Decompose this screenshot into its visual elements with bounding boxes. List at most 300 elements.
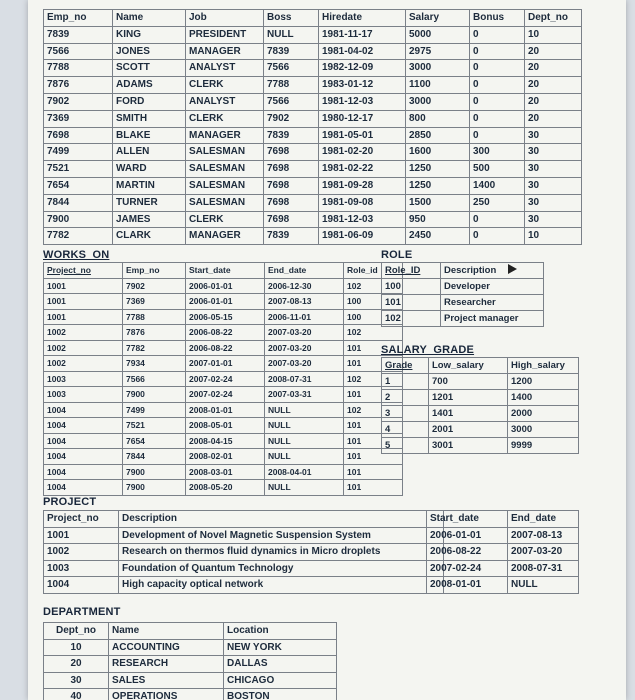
table-cell: 2006-12-30 xyxy=(265,278,344,294)
table-cell: 102 xyxy=(382,311,441,327)
table-cell: 3001 xyxy=(429,438,508,454)
table-cell: 7839 xyxy=(264,127,319,144)
table-cell: 7902 xyxy=(264,110,319,127)
table-cell: 1004 xyxy=(44,433,123,449)
table-cell: ACCOUNTING xyxy=(109,639,224,656)
table-row xyxy=(44,480,403,496)
table-row xyxy=(44,278,403,294)
column-header: Role_ID xyxy=(382,263,441,279)
table-cell: 40 xyxy=(44,689,109,700)
table-cell: NULL xyxy=(265,418,344,434)
table-row xyxy=(382,406,579,422)
table-row xyxy=(44,294,403,310)
table-row xyxy=(44,177,582,194)
column-header: Description xyxy=(441,263,544,279)
table-cell: 1600 xyxy=(406,144,470,161)
table-cell: 101 xyxy=(382,295,441,311)
table-cell: 9999 xyxy=(508,438,579,454)
table-cell: 0 xyxy=(470,211,525,228)
table-cell: 7934 xyxy=(123,356,186,372)
table-cell: 700 xyxy=(429,374,508,390)
table-cell: 0 xyxy=(470,110,525,127)
table-cell: 2006-11-01 xyxy=(265,309,344,325)
table-cell: WARD xyxy=(113,161,186,178)
table-cell: CHICAGO xyxy=(224,672,337,689)
table-cell: BLAKE xyxy=(113,127,186,144)
table-cell: 2008-04-01 xyxy=(265,464,344,480)
table-cell: 1003 xyxy=(44,387,123,403)
column-header: Emp_no xyxy=(123,263,186,279)
table-cell: 2008-05-01 xyxy=(186,418,265,434)
table-cell: 101 xyxy=(344,340,403,356)
column-header: Project_no xyxy=(44,263,123,279)
table-cell: 2008-03-01 xyxy=(186,464,265,480)
table-cell: TURNER xyxy=(113,194,186,211)
table-cell: 2 xyxy=(382,390,429,406)
table-cell: 20 xyxy=(525,60,582,77)
table-cell: MANAGER xyxy=(186,228,264,245)
table-cell: 7788 xyxy=(123,309,186,325)
table-cell: 950 xyxy=(406,211,470,228)
table-row xyxy=(382,390,579,406)
column-header: Name xyxy=(109,623,224,640)
table-cell: 0 xyxy=(470,60,525,77)
table-cell: 1981-04-02 xyxy=(319,43,406,60)
table-row xyxy=(44,228,582,245)
table-row xyxy=(44,639,337,656)
table-row xyxy=(44,144,582,161)
role-table xyxy=(381,262,544,327)
table-cell: 0 xyxy=(470,93,525,110)
table-cell: 2008-04-15 xyxy=(186,433,265,449)
table-cell: 7788 xyxy=(264,77,319,94)
project-dates-table xyxy=(426,510,579,594)
table-cell: 250 xyxy=(470,194,525,211)
table-cell: 2007-08-13 xyxy=(508,527,579,544)
table-header-row xyxy=(44,263,403,279)
column-header: Emp_no xyxy=(44,10,113,27)
table-cell: MARTIN xyxy=(113,177,186,194)
table-cell: 1201 xyxy=(429,390,508,406)
table-cell: 1001 xyxy=(44,527,119,544)
table-cell: NULL xyxy=(508,577,579,594)
column-header: Grade xyxy=(382,358,429,374)
table-row xyxy=(44,43,582,60)
table-row xyxy=(44,656,337,673)
table-cell: ALLEN xyxy=(113,144,186,161)
table-row xyxy=(382,374,579,390)
table-cell: 7654 xyxy=(44,177,113,194)
table-cell: 300 xyxy=(470,144,525,161)
table-cell: 7521 xyxy=(44,161,113,178)
table-cell: PRESIDENT xyxy=(186,26,264,43)
table-cell: 101 xyxy=(344,480,403,496)
table-cell: 7698 xyxy=(264,194,319,211)
table-cell: 7782 xyxy=(44,228,113,245)
table-cell: NULL xyxy=(264,26,319,43)
table-cell: Development of Novel Magnetic Suspension System xyxy=(119,527,444,544)
table-row xyxy=(44,387,403,403)
table-cell: NULL xyxy=(265,480,344,496)
column-header: Name xyxy=(113,10,186,27)
column-header: Hiredate xyxy=(319,10,406,27)
table-cell: Project manager xyxy=(441,311,544,327)
works-on-title: WORKS_ON xyxy=(43,249,110,261)
column-header: Start_date xyxy=(427,511,508,528)
table-cell: 1002 xyxy=(44,325,123,341)
table-cell: 1100 xyxy=(406,77,470,94)
table-row xyxy=(427,527,579,544)
table-cell: 30 xyxy=(44,672,109,689)
table-row xyxy=(44,544,444,561)
table-cell: 5000 xyxy=(406,26,470,43)
table-cell: 2006-08-22 xyxy=(186,325,265,341)
table-cell: 7900 xyxy=(123,480,186,496)
table-cell: 1004 xyxy=(44,449,123,465)
table-cell: NULL xyxy=(265,449,344,465)
table-cell: 1004 xyxy=(44,418,123,434)
table-cell: 20 xyxy=(525,93,582,110)
table-row xyxy=(44,77,582,94)
table-row xyxy=(382,279,544,295)
table-cell: SALESMAN xyxy=(186,177,264,194)
table-cell: 2001 xyxy=(429,422,508,438)
table-row xyxy=(382,422,579,438)
table-cell: NEW YORK xyxy=(224,639,337,656)
table-cell: 7902 xyxy=(123,278,186,294)
table-cell: 20 xyxy=(525,77,582,94)
table-cell: 101 xyxy=(344,449,403,465)
table-cell: 20 xyxy=(525,110,582,127)
table-cell: NULL xyxy=(265,402,344,418)
table-cell: Research on thermos fluid dynamics in Micro droplets xyxy=(119,544,444,561)
table-cell: 0 xyxy=(470,77,525,94)
table-cell: 102 xyxy=(344,278,403,294)
table-row xyxy=(44,26,582,43)
table-cell: CLERK xyxy=(186,110,264,127)
works-on-table-block xyxy=(43,262,403,496)
table-cell: 1002 xyxy=(44,544,119,561)
table-cell: DALLAS xyxy=(224,656,337,673)
table-row xyxy=(382,311,544,327)
table-cell: 0 xyxy=(470,228,525,245)
table-cell: 10 xyxy=(525,228,582,245)
table-cell: 1981-09-28 xyxy=(319,177,406,194)
table-cell: 101 xyxy=(344,356,403,372)
table-cell: NULL xyxy=(265,433,344,449)
table-cell: CLERK xyxy=(186,211,264,228)
table-cell: MANAGER xyxy=(186,127,264,144)
table-row xyxy=(44,325,403,341)
table-cell: SALESMAN xyxy=(186,161,264,178)
table-cell: 30 xyxy=(525,194,582,211)
salary-grade-table xyxy=(381,357,579,454)
table-cell: 2006-01-01 xyxy=(186,278,265,294)
table-row xyxy=(44,418,403,434)
table-cell: 100 xyxy=(382,279,441,295)
table-cell: 2006-05-15 xyxy=(186,309,265,325)
table-cell: 2006-01-01 xyxy=(427,527,508,544)
table-row xyxy=(44,60,582,77)
column-header: Boss xyxy=(264,10,319,27)
column-header: Role_id xyxy=(344,263,403,279)
emp-table-block xyxy=(43,9,582,245)
table-row xyxy=(427,577,579,594)
table-cell: 7566 xyxy=(264,93,319,110)
table-header-row xyxy=(44,10,582,27)
table-row xyxy=(44,527,444,544)
table-cell: BOSTON xyxy=(224,689,337,700)
table-cell: 101 xyxy=(344,418,403,434)
table-cell: 2006-08-22 xyxy=(186,340,265,356)
table-header-row xyxy=(44,623,337,640)
table-cell: 7782 xyxy=(123,340,186,356)
table-cell: Researcher xyxy=(441,295,544,311)
column-header: Low_salary xyxy=(429,358,508,374)
table-cell: High capacity optical network xyxy=(119,577,444,594)
table-cell: 1983-01-12 xyxy=(319,77,406,94)
table-cell: 7900 xyxy=(123,387,186,403)
table-cell: 1002 xyxy=(44,356,123,372)
table-cell: 2007-03-20 xyxy=(508,544,579,561)
table-row xyxy=(44,402,403,418)
table-cell: 1 xyxy=(382,374,429,390)
table-cell: 1004 xyxy=(44,480,123,496)
table-cell: JONES xyxy=(113,43,186,60)
table-cell: 1003 xyxy=(44,371,123,387)
table-cell: 1004 xyxy=(44,402,123,418)
table-cell: 2007-01-01 xyxy=(186,356,265,372)
emp-table xyxy=(43,9,582,245)
table-cell: 1003 xyxy=(44,560,119,577)
table-cell: 1004 xyxy=(44,577,119,594)
table-cell: 7566 xyxy=(264,60,319,77)
table-cell: 2008-05-20 xyxy=(186,480,265,496)
table-cell: 1001 xyxy=(44,309,123,325)
table-cell: 7788 xyxy=(44,60,113,77)
table-cell: CLARK xyxy=(113,228,186,245)
column-header: Dept_no xyxy=(525,10,582,27)
table-cell: 2008-07-31 xyxy=(508,560,579,577)
table-cell: 30 xyxy=(525,177,582,194)
project-dates-block xyxy=(426,510,579,594)
table-cell: ANALYST xyxy=(186,60,264,77)
table-cell: 1981-09-08 xyxy=(319,194,406,211)
table-row xyxy=(44,110,582,127)
table-row xyxy=(44,672,337,689)
table-cell: 2975 xyxy=(406,43,470,60)
column-header: Job xyxy=(186,10,264,27)
table-cell: MANAGER xyxy=(186,43,264,60)
table-cell: 20 xyxy=(525,43,582,60)
table-cell: SALES xyxy=(109,672,224,689)
table-cell: 102 xyxy=(344,402,403,418)
department-title: DEPARTMENT xyxy=(43,606,121,618)
table-cell: 10 xyxy=(44,639,109,656)
table-cell: 1400 xyxy=(470,177,525,194)
department-table xyxy=(43,622,337,700)
table-cell: 7698 xyxy=(44,127,113,144)
table-cell: RESEARCH xyxy=(109,656,224,673)
table-cell: 3000 xyxy=(508,422,579,438)
table-cell: 2006-01-01 xyxy=(186,294,265,310)
table-cell: 30 xyxy=(525,211,582,228)
table-cell: 1004 xyxy=(44,464,123,480)
table-cell: 100 xyxy=(344,294,403,310)
table-cell: OPERATIONS xyxy=(109,689,224,700)
table-cell: CLERK xyxy=(186,77,264,94)
table-cell: 1982-12-09 xyxy=(319,60,406,77)
table-row xyxy=(427,544,579,561)
table-cell: 7839 xyxy=(264,43,319,60)
table-cell: 2008-01-01 xyxy=(186,402,265,418)
table-cell: 1981-11-17 xyxy=(319,26,406,43)
table-cell: 7876 xyxy=(44,77,113,94)
table-cell: 1980-12-17 xyxy=(319,110,406,127)
table-row xyxy=(44,127,582,144)
table-cell: 3000 xyxy=(406,93,470,110)
table-cell: 2007-03-20 xyxy=(265,356,344,372)
table-cell: 500 xyxy=(470,161,525,178)
salary-grade-table-block xyxy=(381,357,579,454)
table-cell: 1500 xyxy=(406,194,470,211)
column-header: Bonus xyxy=(470,10,525,27)
table-cell: SCOTT xyxy=(113,60,186,77)
table-cell: 1002 xyxy=(44,340,123,356)
table-cell: 7839 xyxy=(264,228,319,245)
table-header-row xyxy=(427,511,579,528)
table-header-row xyxy=(382,358,579,374)
table-cell: 7839 xyxy=(44,26,113,43)
table-cell: 100 xyxy=(344,309,403,325)
table-cell: 7844 xyxy=(123,449,186,465)
table-cell: 30 xyxy=(525,161,582,178)
table-cell: 3000 xyxy=(406,60,470,77)
table-cell: 2007-02-24 xyxy=(186,387,265,403)
table-cell: 102 xyxy=(344,371,403,387)
table-cell: 7902 xyxy=(44,93,113,110)
table-cell: 0 xyxy=(470,127,525,144)
table-cell: 2007-03-20 xyxy=(265,340,344,356)
table-cell: 7566 xyxy=(123,371,186,387)
table-cell: 2007-03-20 xyxy=(265,325,344,341)
table-cell: 7566 xyxy=(44,43,113,60)
table-row xyxy=(44,560,444,577)
table-cell: 800 xyxy=(406,110,470,127)
table-row xyxy=(382,438,579,454)
table-cell: 1200 xyxy=(508,374,579,390)
column-header: High_salary xyxy=(508,358,579,374)
table-row xyxy=(44,689,337,700)
table-cell: 2008-02-01 xyxy=(186,449,265,465)
table-cell: 1400 xyxy=(508,390,579,406)
table-cell: 1250 xyxy=(406,177,470,194)
table-row xyxy=(382,295,544,311)
column-header: Location xyxy=(224,623,337,640)
table-cell: 20 xyxy=(44,656,109,673)
table-cell: 2007-03-31 xyxy=(265,387,344,403)
table-cell: 2008-07-31 xyxy=(265,371,344,387)
table-cell: 2006-08-22 xyxy=(427,544,508,561)
table-cell: 2007-02-24 xyxy=(427,560,508,577)
table-header-row xyxy=(382,263,544,279)
table-cell: 0 xyxy=(470,26,525,43)
table-row xyxy=(427,560,579,577)
table-cell: ANALYST xyxy=(186,93,264,110)
table-cell: 1401 xyxy=(429,406,508,422)
table-row xyxy=(44,194,582,211)
table-row xyxy=(44,577,444,594)
table-cell: 4 xyxy=(382,422,429,438)
table-cell: 2850 xyxy=(406,127,470,144)
document-page xyxy=(28,0,626,700)
table-cell: 7698 xyxy=(264,144,319,161)
table-cell: 1001 xyxy=(44,278,123,294)
table-cell: Foundation of Quantum Technology xyxy=(119,560,444,577)
table-cell: 101 xyxy=(344,464,403,480)
table-cell: 0 xyxy=(470,43,525,60)
table-cell: 1001 xyxy=(44,294,123,310)
table-cell: 7369 xyxy=(44,110,113,127)
table-cell: 10 xyxy=(525,26,582,43)
works-on-table xyxy=(43,262,403,496)
role-table-block xyxy=(381,262,544,327)
table-header-row xyxy=(44,511,444,528)
table-cell: 7521 xyxy=(123,418,186,434)
table-cell: 7698 xyxy=(264,211,319,228)
table-cell: 7900 xyxy=(44,211,113,228)
table-cell: JAMES xyxy=(113,211,186,228)
table-cell: 1981-02-20 xyxy=(319,144,406,161)
table-cell: 2450 xyxy=(406,228,470,245)
table-row xyxy=(44,309,403,325)
table-cell: 1981-12-03 xyxy=(319,93,406,110)
table-cell: 2007-02-24 xyxy=(186,371,265,387)
table-row xyxy=(44,161,582,178)
table-cell: 2007-08-13 xyxy=(265,294,344,310)
table-cell: 7499 xyxy=(123,402,186,418)
project-table-block xyxy=(43,510,444,594)
table-cell: SALESMAN xyxy=(186,194,264,211)
table-cell: FORD xyxy=(113,93,186,110)
table-row xyxy=(44,356,403,372)
mouse-cursor-icon xyxy=(508,264,517,274)
table-row xyxy=(44,433,403,449)
table-cell: SMITH xyxy=(113,110,186,127)
column-header: Project_no xyxy=(44,511,119,528)
column-header: Description xyxy=(119,511,444,528)
table-cell: 7698 xyxy=(264,177,319,194)
table-row xyxy=(44,449,403,465)
table-cell: 101 xyxy=(344,433,403,449)
column-header: Start_date xyxy=(186,263,265,279)
table-row xyxy=(44,340,403,356)
table-cell: 7698 xyxy=(264,161,319,178)
table-row xyxy=(44,464,403,480)
table-cell: 2000 xyxy=(508,406,579,422)
table-row xyxy=(44,211,582,228)
department-table-block xyxy=(43,622,337,700)
table-cell: Developer xyxy=(441,279,544,295)
table-cell: 7654 xyxy=(123,433,186,449)
table-row xyxy=(44,93,582,110)
project-title: PROJECT xyxy=(43,496,97,508)
project-table xyxy=(43,510,444,594)
column-header: End_date xyxy=(265,263,344,279)
table-cell: 7876 xyxy=(123,325,186,341)
table-cell: 1981-05-01 xyxy=(319,127,406,144)
table-cell: 102 xyxy=(344,325,403,341)
